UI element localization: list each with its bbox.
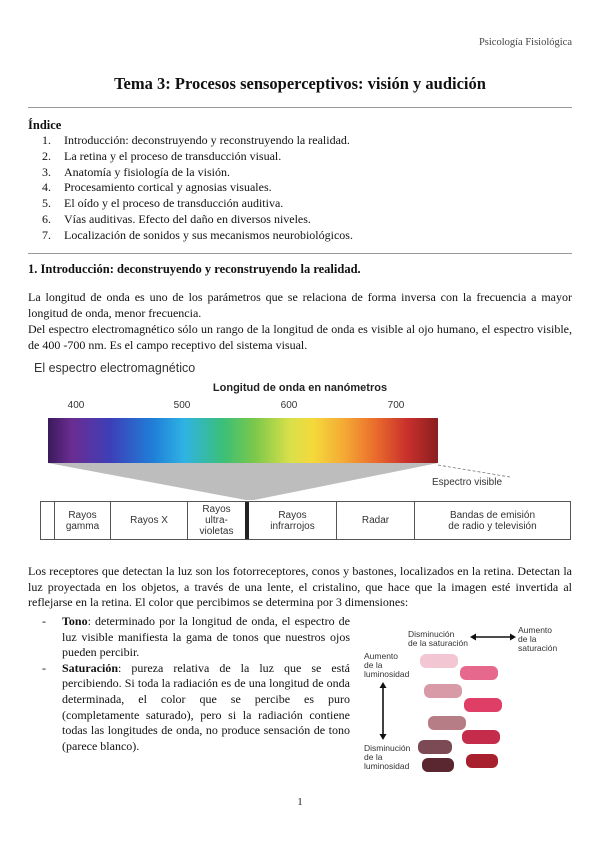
color-swatch [420, 654, 458, 668]
index-item: 7. Localización de sonidos y sus mecanismos neurobiológicos. [42, 227, 353, 242]
page-number: 1 [297, 796, 303, 808]
tick-label: 400 [67, 400, 85, 411]
tick-label: 500 [173, 400, 191, 411]
luminosity-arrow-icon [378, 682, 388, 740]
band-infrared: Rayos infrarrojos [245, 502, 336, 539]
visible-spectrum-label: Espectro visible [432, 477, 503, 488]
decrease-luminosity-label: Disminución de la luminosidad [364, 743, 411, 771]
index-list [42, 133, 353, 244]
decrease-saturation-label: Disminución de la saturación [408, 629, 469, 648]
index-item: 4. Procesamiento cortical y agnosias visuales. [42, 180, 272, 195]
tick-label: 600 [280, 400, 298, 411]
spectrum-axis-title: Longitud de onda en nanómetros [212, 382, 388, 394]
color-swatch [428, 716, 466, 730]
band-ultraviolet: Rayos ultra- violetas [187, 502, 245, 539]
color-swatch [462, 730, 500, 744]
divider [28, 253, 572, 254]
list-item: - Tono: determinado por la longitud de onda, el espectro de luz visible manifiesta la gama de tonos que nuestros ojos pueden percibir. [42, 614, 350, 660]
index-item: 5. El oído y el proceso de transducción auditiva. [42, 196, 284, 211]
saturation-arrow-icon [470, 632, 516, 642]
visible-pointer-line [438, 465, 510, 477]
saturation-figure [362, 622, 572, 772]
paragraph: La longitud de onda es uno de los parámetros que se relaciona de forma inversa con la frecuencia a mayor longitud de onda, menor frecuencia. [28, 290, 572, 320]
index-heading: Índice [28, 118, 62, 132]
index-item: 1. Introducción: deconstruyendo y reconstruyendo la realidad. [42, 133, 350, 147]
increase-saturation-label: Aumento de la saturación [518, 625, 558, 653]
color-swatch [418, 740, 452, 754]
band-xray: Rayos X [110, 502, 187, 539]
list-item: - Saturación: pureza relativa de la luz que se está percibiendo. Si toda la radiación es de una longitud de onda determinada, el color que se percibe es puro (completamente saturado), pero si la radiación contiene todas las longitudes de onda, no produce sensación de tono (parece blanco). [42, 660, 350, 753]
index-item: 6. Vías auditivas. Efecto del daño en diversos niveles. [42, 211, 311, 226]
section-heading: 1. Introducción: deconstruyendo y reconstruyendo la realidad. [28, 262, 361, 276]
color-swatch [422, 758, 454, 772]
color-swatch [464, 698, 502, 712]
em-bands-table [40, 501, 571, 540]
color-swatch [466, 754, 498, 768]
index-item: 3. Anatomía y fisiología de la visión. [42, 164, 230, 179]
band-gamma: Rayos gamma [54, 502, 110, 539]
paragraph: Los receptores que detectan la luz son los fotorreceptores, conos y bastones, localizados en la retina. Detectan la luz proyectada en los objetos, a través de una lente, el cristalino, que hace que la imagen esté invertida al reflejarse en la retina. El color que percibimos se determina por 3 dimensiones: [28, 564, 572, 610]
visible-spectrum-bar [48, 418, 438, 463]
increase-luminosity-label: Aumento de la luminosidad [364, 651, 410, 679]
tick-label: 700 [387, 400, 405, 411]
color-dimensions-list [42, 614, 350, 754]
color-swatch [424, 684, 462, 698]
band-radio-tv: Bandas de emisión de radio y televisión [414, 502, 570, 539]
paragraph: Del espectro electromagnético sólo un rango de la longitud de onda es visible al ojo humano, el espectro visible, de 400 -700 nm. Es el campo receptivo del sistema visual. [28, 322, 572, 352]
divider [28, 107, 572, 108]
funnel-shape [48, 463, 438, 500]
index-item: 2. La retina y el proceso de transducción visual. [42, 148, 282, 163]
band-radar: Radar [336, 502, 414, 539]
spectrum-figure-title: El espectro electromagnético [34, 361, 196, 375]
page-title: Tema 3: Procesos sensoperceptivos: visión y audición [114, 74, 486, 93]
course-header: Psicología Fisiológica [478, 37, 572, 48]
color-swatch [460, 666, 498, 680]
band-edge [41, 502, 54, 539]
